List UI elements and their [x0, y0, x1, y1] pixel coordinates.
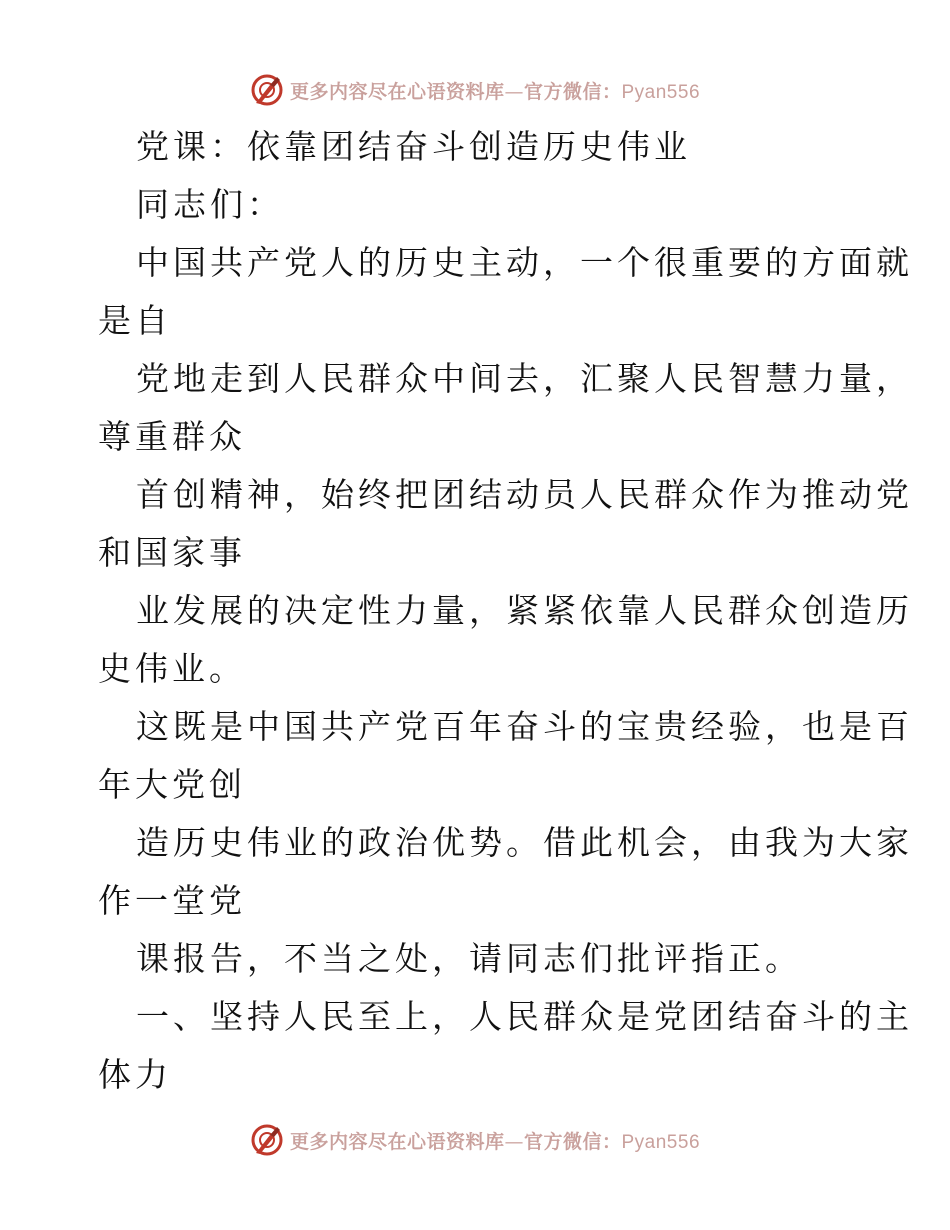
header-banner-wechat: 官方微信：	[523, 80, 622, 103]
body-line: 体力	[98, 1055, 172, 1094]
footer-watermark-banner	[0, 1120, 950, 1160]
body-line: 史伟业。	[98, 649, 246, 688]
header-banner-main: 更多内容尽在心语资料库	[289, 80, 505, 103]
body-line: 造历史伟业的政治优势。借此机会，由我为大家	[136, 823, 913, 862]
body-line: 作一堂党	[98, 881, 246, 920]
body-line: 是自	[98, 301, 172, 340]
body-line: 这既是中国共产党百年奋斗的宝贵经验，也是百	[136, 707, 913, 746]
footer-banner-main: 更多内容尽在心语资料库	[289, 1130, 505, 1153]
body-line: 年大党创	[98, 765, 246, 804]
body-line: 尊重群众	[98, 417, 246, 456]
header-watermark-banner	[0, 70, 950, 110]
footer-banner-text	[290, 1127, 700, 1154]
header-banner-id: Pyan556	[621, 81, 701, 103]
body-line: 首创精神，始终把团结动员人民群众作为推动党	[136, 475, 913, 514]
pen-logo-icon	[250, 1123, 284, 1157]
salutation: 同志们：	[136, 185, 284, 224]
body-line: 业发展的决定性力量，紧紧依靠人民群众创造历	[136, 591, 913, 630]
section-heading: 一、坚持人民至上，人民群众是党团结奋斗的主	[136, 997, 913, 1036]
body-line: 党地走到人民群众中间去，汇聚人民智慧力量，	[136, 359, 913, 398]
footer-banner-wechat: 官方微信：	[523, 1130, 622, 1153]
header-banner-dash: —	[504, 80, 524, 103]
pen-logo-icon	[250, 73, 284, 107]
footer-banner-id: Pyan556	[621, 1131, 701, 1153]
body-line: 课报告，不当之处，请同志们批评指正。	[136, 939, 802, 978]
footer-banner-dash: —	[504, 1130, 524, 1153]
body-line: 和国家事	[98, 533, 246, 572]
body-line: 中国共产党人的历史主动，一个很重要的方面就	[136, 243, 913, 282]
document-title: 党课：依靠团结奋斗创造历史伟业	[136, 127, 691, 166]
document-body	[98, 118, 913, 1104]
header-banner-text	[290, 77, 700, 104]
